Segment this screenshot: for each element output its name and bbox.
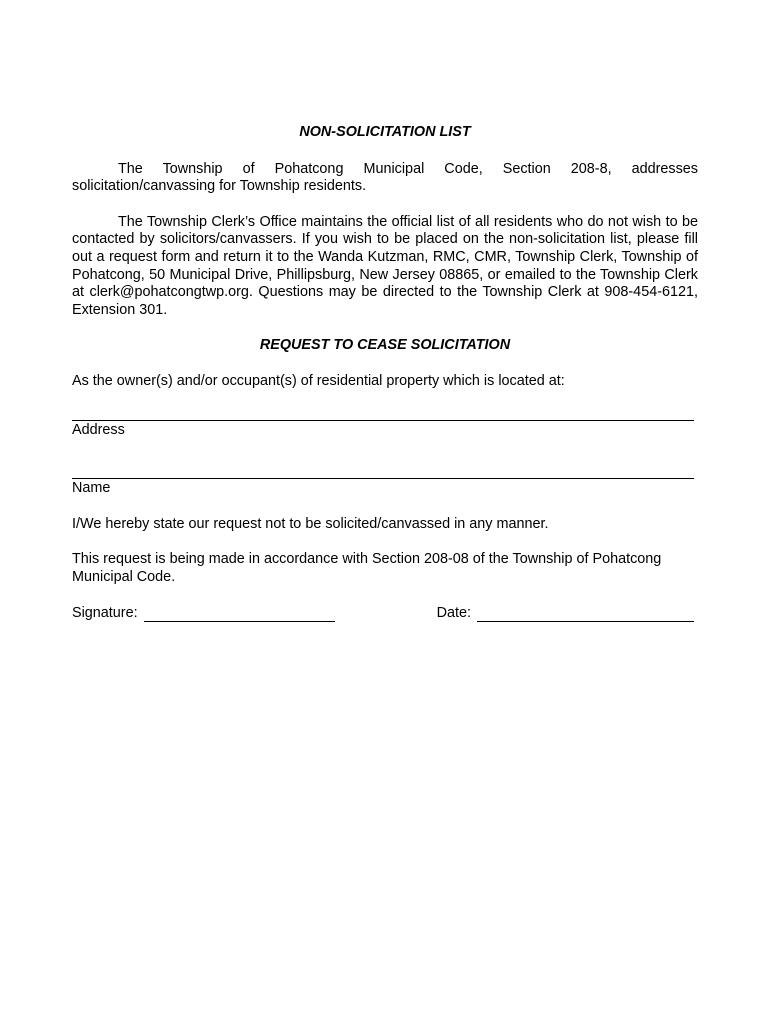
signature-row: [72, 605, 694, 623]
address-label: Address: [72, 421, 125, 438]
intro-paragraph: The Township of Pohatcong Municipal Code, Section 208-8, addresses solicitation/canvassing for Township residents.: [72, 160, 698, 195]
request-subtitle: REQUEST TO CEASE SOLICITATION: [259, 337, 511, 354]
request-statement: I/We hereby state our request not to be solicited/canvassed in any manner.: [72, 515, 549, 532]
signature-field[interactable]: [72, 605, 335, 623]
address-field[interactable]: [72, 395, 698, 440]
signature-label: Signature:: [72, 604, 138, 621]
date-label: Date:: [436, 604, 471, 621]
date-field[interactable]: [437, 605, 694, 623]
owner-statement: As the owner(s) and/or occupant(s) of residential property which is located at:: [72, 372, 565, 389]
name-field[interactable]: [72, 453, 698, 498]
address-line[interactable]: [72, 395, 694, 421]
name-line[interactable]: [72, 453, 694, 479]
signature-line[interactable]: [144, 607, 335, 622]
date-line[interactable]: [477, 607, 694, 622]
document-page: [72, 124, 698, 622]
document-title: NON-SOLICITATION LIST: [299, 124, 471, 140]
name-label: Name: [72, 480, 111, 497]
clerk-info-paragraph: The Township Clerk’s Office maintains the official list of all residents who do not wish to be contacted by solicitors/canvassers. If you wish to be placed on the non-solicitation list, please fill out a request form and return it to the Wanda Kutzman, RMC, CMR, Township Clerk, Township of Pohatcong, 50 Municipal Drive, Phillipsburg, New Jersey 08865, or emailed to the Township Clerk at clerk@pohatcongtwp.org. Questions may be directed to the Township Clerk at 908-454-6121, Extension 301.: [72, 213, 698, 318]
accordance-statement: This request is being made in accordance with Section 208-08 of the Township of Pohatcong Municipal Code.: [72, 551, 662, 585]
